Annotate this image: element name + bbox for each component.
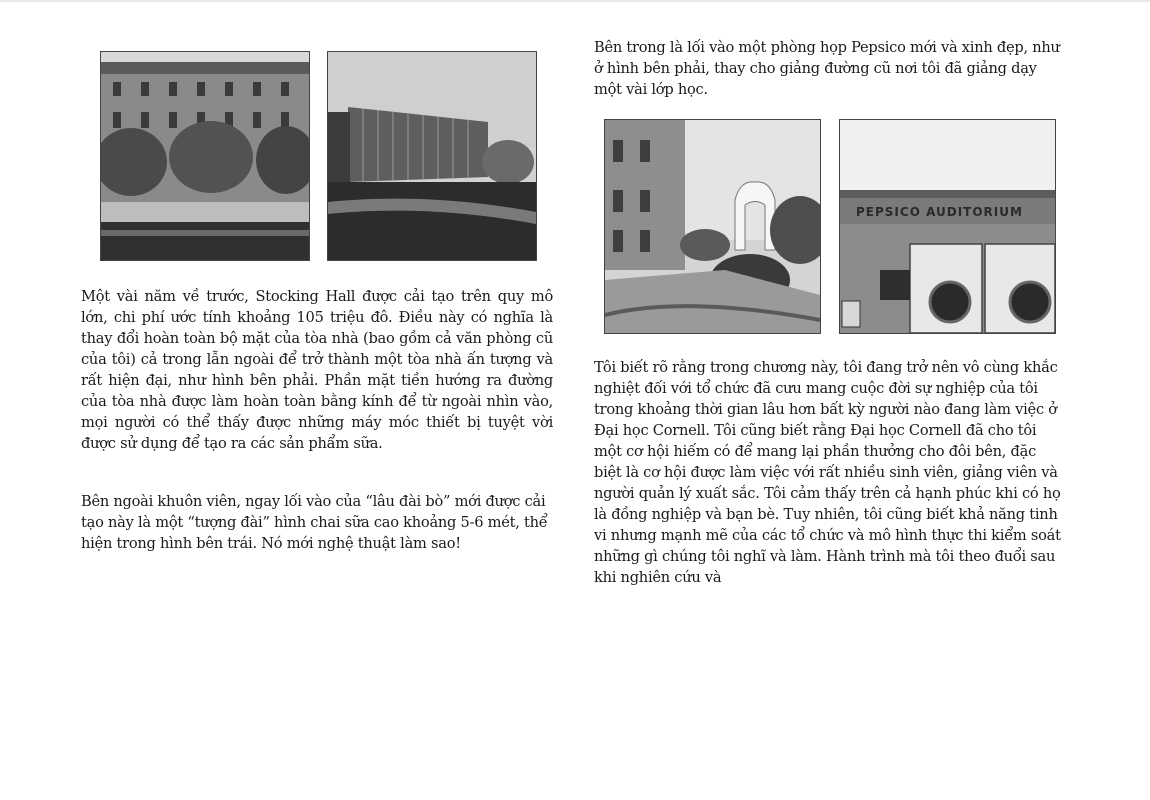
auditorium-sign-text: PEPSICO AUDITORIUM: [856, 205, 1023, 219]
right-paragraph-cornell: Tôi biết rõ rằng trong chương này, tôi đang trở nên vô cùng khắc nghiệt đối với tổ chức đã cưu mang cuộc đời sự nghiệp của tôi trong khoảng thời gian lâu hơn bất kỳ người nào đang làm việc ở Đại học Cornell. Tôi cũng biết rằng Đại học Cornell đã cho tôi một cơ hội hiếm có để mang lại phần thưởng cho đôi bên, đặc biệt là cơ hội được làm việc với rất nhiều sinh viên, giảng viên và người quản lý xuất sắc. Tôi cảm thấy trên cả hạnh phúc khi có họ là đồng nghiệp và bạn bè. Tuy nhiên, tôi cũng biết khả năng tinh vi nhưng mạnh mẽ của các tổ chức và mô hình thực thi kiểm soát những gì chúng tôi nghĩ và làm. Hành trình mà tôi theo đuổi sau khi nghiên cứu và: [594, 359, 1061, 586]
left-paragraph-renovation: Một vài năm về trước, Stocking Hall được cải tạo trên quy mô lớn, chi phí ước tính khoảng 105 triệu đô. Điều này có nghĩa là thay đổi hoàn toàn bộ mặt của tòa nhà (bao gồm cả văn phòng cũ của tôi) cả trong lẫn ngoài để trở thành một tòa nhà ấn tượng và rất hiện đại, như hình bên phải. Phần mặt tiền hướng ra đường của tòa nhà được làm hoàn toàn bằng kính để từ ngoài nhìn vào, mọi người có thể thấy được những máy móc thiết bị tuyệt vời được sử dụng để tạo ra các sản phẩm sữa.: [81, 288, 553, 452]
left-paragraph-monument: Bên ngoài khuôn viên, ngay lối vào của “lâu đài bò” mới được cải tạo này là một “tượng đài” hình chai sữa cao khoảng 5-6 mét, thể hiện trong hình bên trái. Nó mới nghệ thuật làm sao!: [81, 493, 548, 552]
right-paragraph-pepsico: Bên trong là lối vào một phòng họp Pepsico mới và xinh đẹp, như ở hình bên phải, thay cho giảng đường cũ nơi tôi đã giảng dạy một vài lớp học.: [594, 39, 1060, 98]
page-top-rule: [0, 0, 1150, 2]
photo-milk-bottle-monument: [605, 120, 820, 333]
photo-pepsico-auditorium: [840, 120, 1055, 333]
photo-new-stocking-hall: [328, 52, 536, 260]
photo-old-stocking-hall: [101, 52, 309, 260]
